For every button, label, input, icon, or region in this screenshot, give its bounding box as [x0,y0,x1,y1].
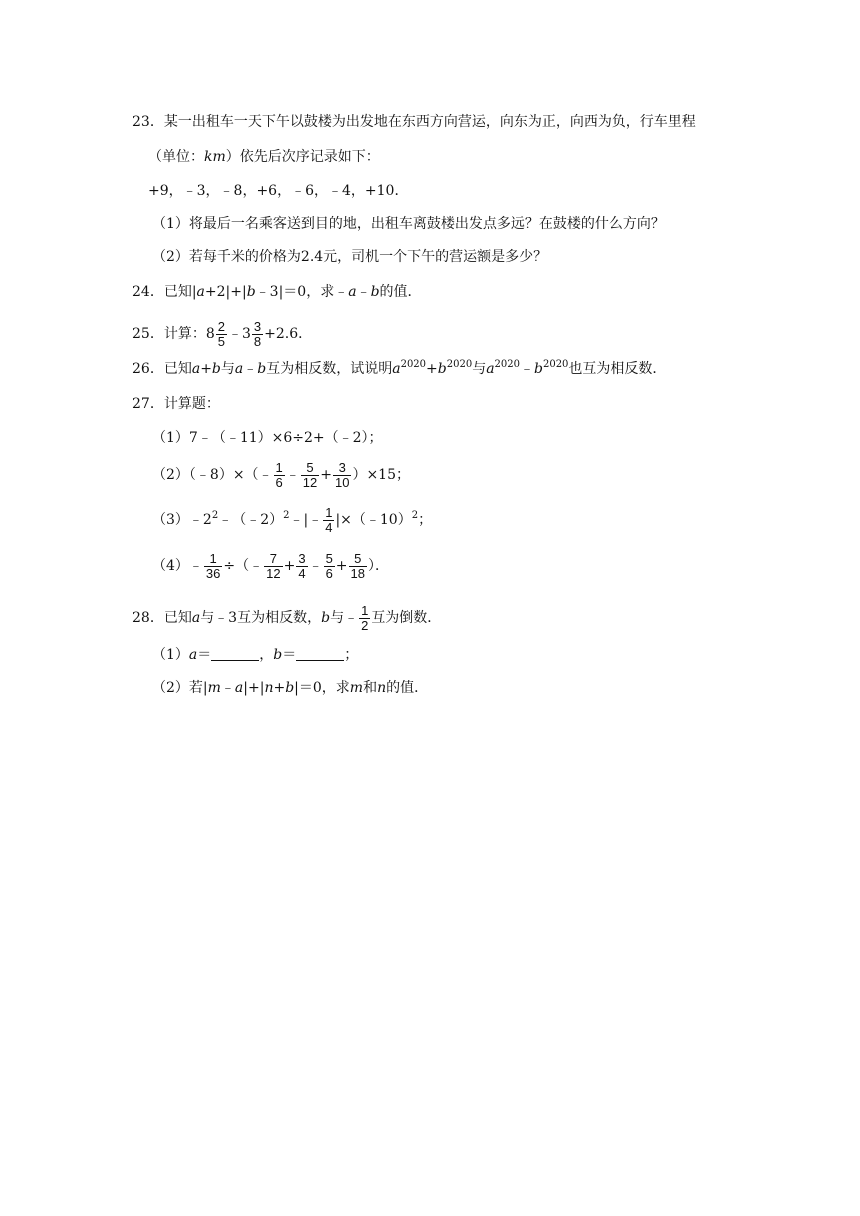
exponent: 2 [211,510,219,521]
var-b: b [534,361,543,377]
q26-text-c: 互为相反数，试说明 [266,361,393,377]
q27-title-text: 27．计算题： [132,396,220,412]
q27-p3-text-b: ﹣（﹣2） [218,512,284,528]
numerator: 5 [301,461,319,476]
plus-sign: + [320,467,332,483]
q27-p3-text-c: ﹣|﹣ [289,512,323,528]
q28-text-c: 与﹣ [330,610,359,626]
q27-p3-text-d: |×（﹣10） [335,512,412,528]
var-a: a [234,361,244,377]
plus-sign: + [335,558,348,574]
q23-part-2 [152,247,547,269]
comma: ， [259,647,274,663]
q25-text-b: ﹣3 [227,326,251,342]
q26-text-d: 与 [472,361,487,377]
q23-line-2 [148,147,380,169]
q27-p3-text-e: ； [418,512,433,528]
var-b: b [285,680,295,696]
minus-sign: ﹣ [285,467,300,483]
numerator: 5 [325,550,333,566]
q24-line [132,282,422,304]
fraction [359,604,370,633]
denominator: 6 [275,474,283,490]
q23-record-values: +9，﹣3，﹣8，+6，﹣6，﹣4，+10． [148,183,409,199]
fraction [349,552,367,581]
q23-text-2b: ）依先后次序记录如下： [225,149,380,165]
numerator: 3 [333,461,351,476]
answer-blank-b[interactable] [296,646,344,661]
var-b: b [257,361,267,377]
semicolon: ； [344,647,359,663]
q27-part-4 [152,546,389,586]
q27-part-1 [152,428,383,450]
denominator: 5 [217,333,225,349]
q26-text-a: 26．已知 [132,361,192,377]
var-b: b [273,647,283,663]
q25-line [132,316,312,352]
exponent: 2020 [494,359,520,370]
var-a: a [191,361,201,377]
var-b: b [437,361,447,377]
minus-sign: ﹣ [308,558,323,574]
q27-part-3 [152,500,432,540]
numerator: 1 [325,504,333,520]
numerator: 7 [264,552,282,567]
fraction [204,552,222,581]
denominator: 12 [302,474,318,490]
var-a: a [196,284,205,300]
var-b: b [321,610,331,626]
q28-p2-text-e: |＝0，求 [294,680,350,696]
plus-sign: + [200,361,212,377]
var-n: n [377,680,387,696]
denominator: 36 [205,565,221,581]
var-b: b [246,284,256,300]
q24-text-a: 24．已知| [132,284,197,300]
denominator: 8 [253,333,262,349]
numerator: 3 [253,318,262,334]
numerator: 1 [361,602,369,618]
denominator: 12 [266,565,281,581]
q23-unit: km [204,149,226,165]
q28-p2-text-g: 的值． [386,680,429,696]
q28-part-1 [152,645,358,667]
equals-sign: ＝ [282,647,297,663]
equals-sign: ＝ [197,647,212,663]
denominator: 2 [361,617,369,633]
q23-part-2-text: （2）若每千米的价格为2.4元，司机一个下午的营运额是多少？ [152,249,548,265]
numerator: 5 [349,552,367,567]
q28-part-2 [152,678,428,700]
exponent: 2020 [542,359,569,370]
plus-sign: + [283,558,296,574]
denominator: 6 [325,565,333,581]
exponent: 2020 [446,359,473,370]
q28-p2-text-f: 和 [363,680,378,696]
fraction [264,552,282,581]
plus-sign: + [273,680,286,696]
denominator: 4 [325,519,333,535]
q27-part-2 [152,455,410,495]
q28-p2-text-a: （2）若| [152,680,208,696]
var-a: a [348,284,357,300]
var-n: n [264,680,274,696]
q25-text-c: +2.6． [264,326,313,342]
q28-p1-text-a: （1） [152,647,189,663]
exponent: 2020 [400,359,427,370]
q26-text-e: 也互为相反数． [568,361,667,377]
q24-text-b: +2|+| [204,284,247,300]
var-a: a [486,361,495,377]
fraction [333,461,351,490]
q27-title [132,394,220,416]
fraction [252,320,263,349]
exponent: 2 [283,510,290,521]
numerator: 1 [204,552,222,567]
q24-text-c: ﹣3|＝0，求﹣ [255,284,349,300]
fraction [323,506,334,535]
plus-sign: + [426,361,438,377]
var-m: m [207,680,221,696]
fraction [216,320,227,349]
q23-line-1 [132,112,696,134]
minus-sign: ﹣ [220,680,235,696]
minus-sign: ﹣ [243,361,258,377]
q24-text-e: 的值． [379,284,422,300]
q26-line [132,359,666,381]
q23-mileage-record [148,181,408,203]
q23-text-2a: （单位： [148,149,204,165]
q27-part-1-text: （1）7﹣（﹣11）×6÷2+（﹣2）； [152,430,383,446]
var-b: b [370,284,380,300]
q24-text-d: ﹣ [356,284,371,300]
fraction [324,552,335,581]
numerator: 2 [217,318,225,334]
q23-part-1-text: （1）将最后一名乘客送到目的地，出租车离鼓楼出发点多远？在鼓楼的什么方向？ [152,216,665,232]
q27-p4-text-b: ÷（﹣ [223,558,264,574]
denominator: 10 [334,474,350,490]
var-a: a [392,361,401,377]
exponent: 2 [411,510,419,521]
q27-p3-text-a: （3）﹣2 [152,512,212,528]
var-a: a [234,680,244,696]
var-a: a [188,647,198,663]
q28-text-b: 与﹣3互为相反数， [200,610,322,626]
q23-text-1: 23．某一出租车一天下午以鼓楼为出发地在东西方向营运，向东为正，向西为负，行车里程 [132,114,696,130]
var-m: m [349,680,364,696]
q25-text-a: 25．计算：8 [132,326,215,342]
minus-sign: ﹣ [520,361,534,377]
q28-text-a: 28．已知 [132,610,192,626]
numerator: 3 [298,550,306,566]
fraction [301,461,319,490]
answer-blank-a[interactable] [211,646,259,661]
denominator: 4 [298,565,306,581]
numerator: 1 [275,459,283,475]
var-a: a [191,610,201,626]
var-b: b [211,361,221,377]
q28-text-d: 互为倒数． [371,610,442,626]
fraction [274,461,285,490]
q28-p2-text-c: |+| [243,680,265,696]
denominator: 18 [350,565,365,581]
q27-p2-text-a: （2）（﹣8）×（﹣ [152,467,273,483]
fraction [296,552,307,581]
q26-text-b: 与 [220,361,235,377]
q27-p4-text-f: ）． [368,558,389,574]
q27-p4-text-a: （4）﹣ [152,558,203,574]
q23-part-1 [152,214,665,236]
q28-line [132,598,441,638]
q27-p2-text-d: ）×15； [352,467,410,483]
